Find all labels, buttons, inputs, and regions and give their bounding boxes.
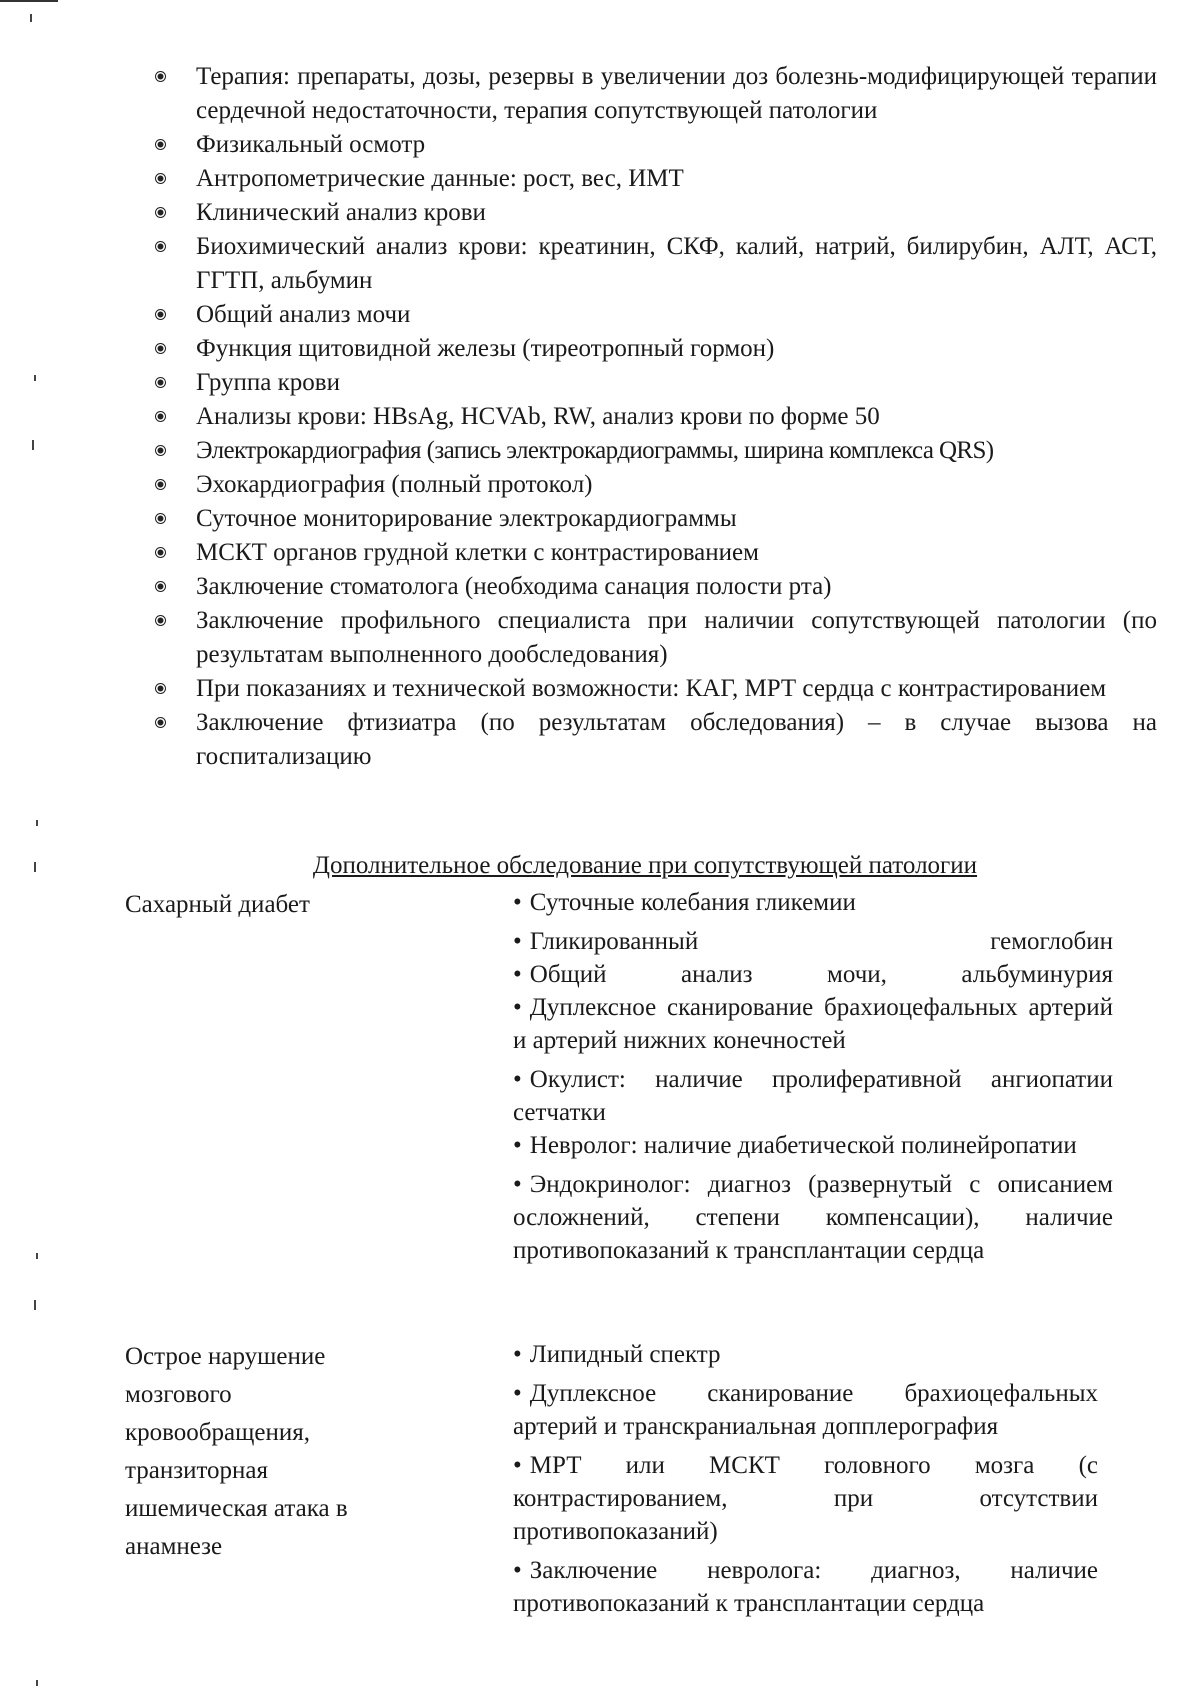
bullet-icon [156, 616, 165, 625]
list-item: Электрокардиография (запись электрокардиограммы, ширина комплекса QRS) [152, 434, 1157, 468]
list-item: Клинический анализ крови [152, 196, 1157, 230]
bullet-icon [156, 174, 165, 183]
scan-margin-mark [36, 820, 38, 826]
list-item: Группа крови [152, 366, 1157, 400]
scan-margin-mark [32, 440, 34, 450]
bullet-icon [156, 378, 165, 387]
bullet-icon [156, 684, 165, 693]
bullet-icon [156, 514, 165, 523]
list-item: Физикальный осмотр [152, 128, 1157, 162]
list-item: • Суточные колебания гликемии [513, 886, 1113, 919]
bullet-icon [156, 344, 165, 353]
list-item: • Дуплексное сканирование брахиоцефальных артерий и артерий нижних конечностей [513, 991, 1113, 1057]
list-item: • Эндокринолог: диагноз (развернутый с описанием осложнений, степени компенсации), наличие противопоказаний к трансплантации сердца [513, 1168, 1113, 1267]
list-item: МСКТ органов грудной клетки с контрастированием [152, 536, 1157, 570]
bullet-icon [156, 718, 165, 727]
list-item: Эхокардиография (полный протокол) [152, 468, 1157, 502]
list-item: Анализы крови: HBsAg, HCVAb, RW, анализ крови по форме 50 [152, 400, 1157, 434]
bullet-icon [156, 310, 165, 319]
list-item: Функция щитовидной железы (тиреотропный гормон) [152, 332, 1157, 366]
list-item: Общий анализ мочи [152, 298, 1157, 332]
list-item: • Окулист: наличие пролиферативной ангиопатии сетчатки [513, 1063, 1113, 1129]
list-item: • Гликированный гемоглобин [513, 925, 1113, 958]
bullet-icon [156, 412, 165, 421]
bullet-icon [156, 582, 165, 591]
list-item: • Липидный спектр [513, 1338, 1098, 1371]
list-item: Биохимический анализ крови: креатинин, СКФ, калий, натрий, билирубин, АЛТ, АСТ, ГГТП, альбумин [152, 230, 1157, 298]
list-item: • Общий анализ мочи, альбуминурия [513, 958, 1113, 991]
bullet-icon [156, 208, 165, 217]
scan-corner-mark [0, 0, 58, 2]
scan-margin-mark [34, 1300, 36, 1310]
list-item: • Заключение невролога: диагноз, наличие противопоказаний к трансплантации сердца [513, 1554, 1098, 1620]
list-item: • Невролог: наличие диабетической полинейропатии [513, 1129, 1113, 1162]
list-item: Терапия: препараты, дозы, резервы в увеличении доз болезнь-модифицирующей терапии сердечной недостаточности, терапия сопутствующей патологии [152, 60, 1157, 128]
scan-margin-mark [34, 375, 36, 381]
bullet-icon [156, 480, 165, 489]
list-item: • МРТ или МСКТ головного мозга (с контрастированием, при отсутствии противопоказаний) [513, 1449, 1098, 1548]
section-title: Дополнительное обследование при сопутствующей патологии [312, 852, 978, 879]
scan-margin-mark [30, 14, 32, 22]
list-item: Антропометрические данные: рост, вес, ИМТ [152, 162, 1157, 196]
scan-margin-mark [36, 1253, 38, 1259]
list-item: Заключение стоматолога (необходима санация полости рта) [152, 570, 1157, 604]
list-item: Заключение профильного специалиста при наличии сопутствующей патологии (по результатам выполненного дообследования) [152, 604, 1157, 672]
list-item: Суточное мониторирование электрокардиограммы [152, 502, 1157, 536]
list-item: • Дуплексное сканирование брахиоцефальных артерий и транскраниальная допплерография [513, 1377, 1098, 1443]
bullet-icon [156, 72, 165, 81]
list-item: При показаниях и технической возможности: КАГ, МРТ сердца с контрастированием [152, 672, 1157, 706]
bullet-icon [156, 140, 165, 149]
bullet-icon [156, 446, 165, 455]
condition-items [513, 1338, 1098, 1626]
scan-margin-mark [36, 1680, 38, 1686]
bullet-icon [156, 242, 165, 251]
bullet-icon [156, 548, 165, 557]
condition-name: Сахарный диабет [125, 891, 310, 918]
condition-items [513, 886, 1113, 1273]
list-item: Заключение фтизиатра (по результатам обследования) – в случае вызова на госпитализацию [152, 706, 1157, 774]
condition-name: Острое нарушение мозгового кровообращения, транзиторная ишемическая атака в анамнезе [125, 1343, 348, 1560]
examination-list [152, 60, 1157, 774]
